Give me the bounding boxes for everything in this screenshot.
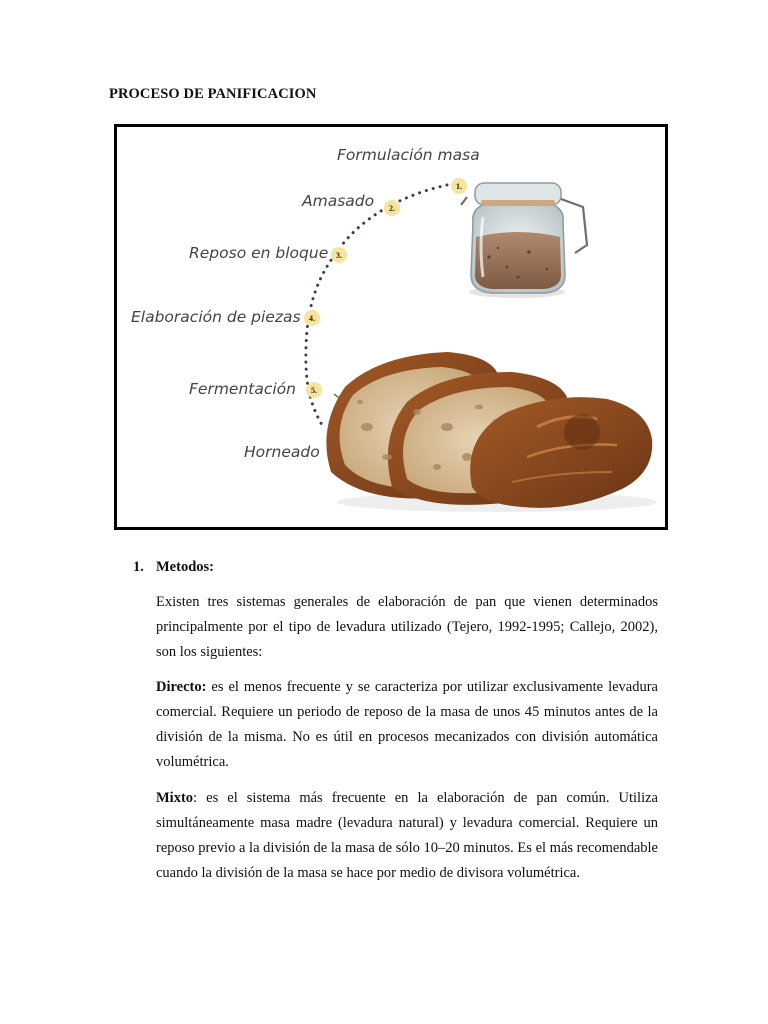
page-title: PROCESO DE PANIFICACION: [109, 86, 317, 102]
bread-loaf-image: [326, 352, 657, 512]
svg-text:2.: 2.: [389, 204, 395, 213]
step-badge-2: [384, 200, 400, 216]
sourdough-jar-image: [461, 183, 587, 298]
process-diagram: [117, 127, 665, 527]
step-badge-3: [331, 247, 347, 263]
section-title: Metodos:: [156, 559, 214, 575]
method-mixto-paragraph: [156, 786, 658, 886]
method-name: Mixto: [156, 790, 194, 806]
step-label-3: Reposo en bloque: [189, 244, 329, 262]
svg-text:5.: 5.: [311, 386, 317, 395]
step-label-4: Elaboración de piezas: [131, 308, 301, 326]
method-description: : es el sistema más frecuente en la elaboración de pan común. Utiliza simultáneamente masa madre (levadura natural) y levadura comercial. Requiere un reposo previo a la división de la masa de sólo 10–20 minutos. Es el más recomendable cuando la división de la masa se hace por medio de divisora volumétrica.: [156, 790, 658, 881]
method-name: Directo:: [156, 679, 207, 695]
svg-text:1.: 1.: [456, 182, 462, 191]
step-badge-4: [304, 310, 320, 326]
intro-paragraph: Existen tres sistemas generales de elaboración de pan que vienen determinados principalmente por el tipo de levadura utilizado (Tejero, 1992-1995; Callejo, 2002), son los siguientes:: [156, 594, 658, 660]
step-label-5: Fermentación: [189, 380, 296, 398]
section-heading: [133, 559, 214, 576]
step-label-1: Formulación masa: [337, 146, 480, 164]
step-label-2: Amasado: [302, 192, 375, 210]
step-label-6: Horneado: [244, 443, 320, 461]
step-badge-5: [306, 382, 322, 398]
step-badge-1: [451, 178, 467, 194]
svg-text:4.: 4.: [309, 314, 315, 323]
method-description: es el menos frecuente y se caracteriza por utilizar exclusivamente levadura comercial. Requiere un periodo de reposo de la masa de unos 45 minutos antes de la división de la misma. No es útil en procesos mecanizados con división automática volumétrica.: [156, 679, 658, 770]
method-directo-paragraph: [156, 675, 658, 775]
svg-text:3.: 3.: [336, 251, 342, 260]
section-number: 1.: [133, 559, 144, 575]
bread-process-figure: [114, 124, 668, 530]
